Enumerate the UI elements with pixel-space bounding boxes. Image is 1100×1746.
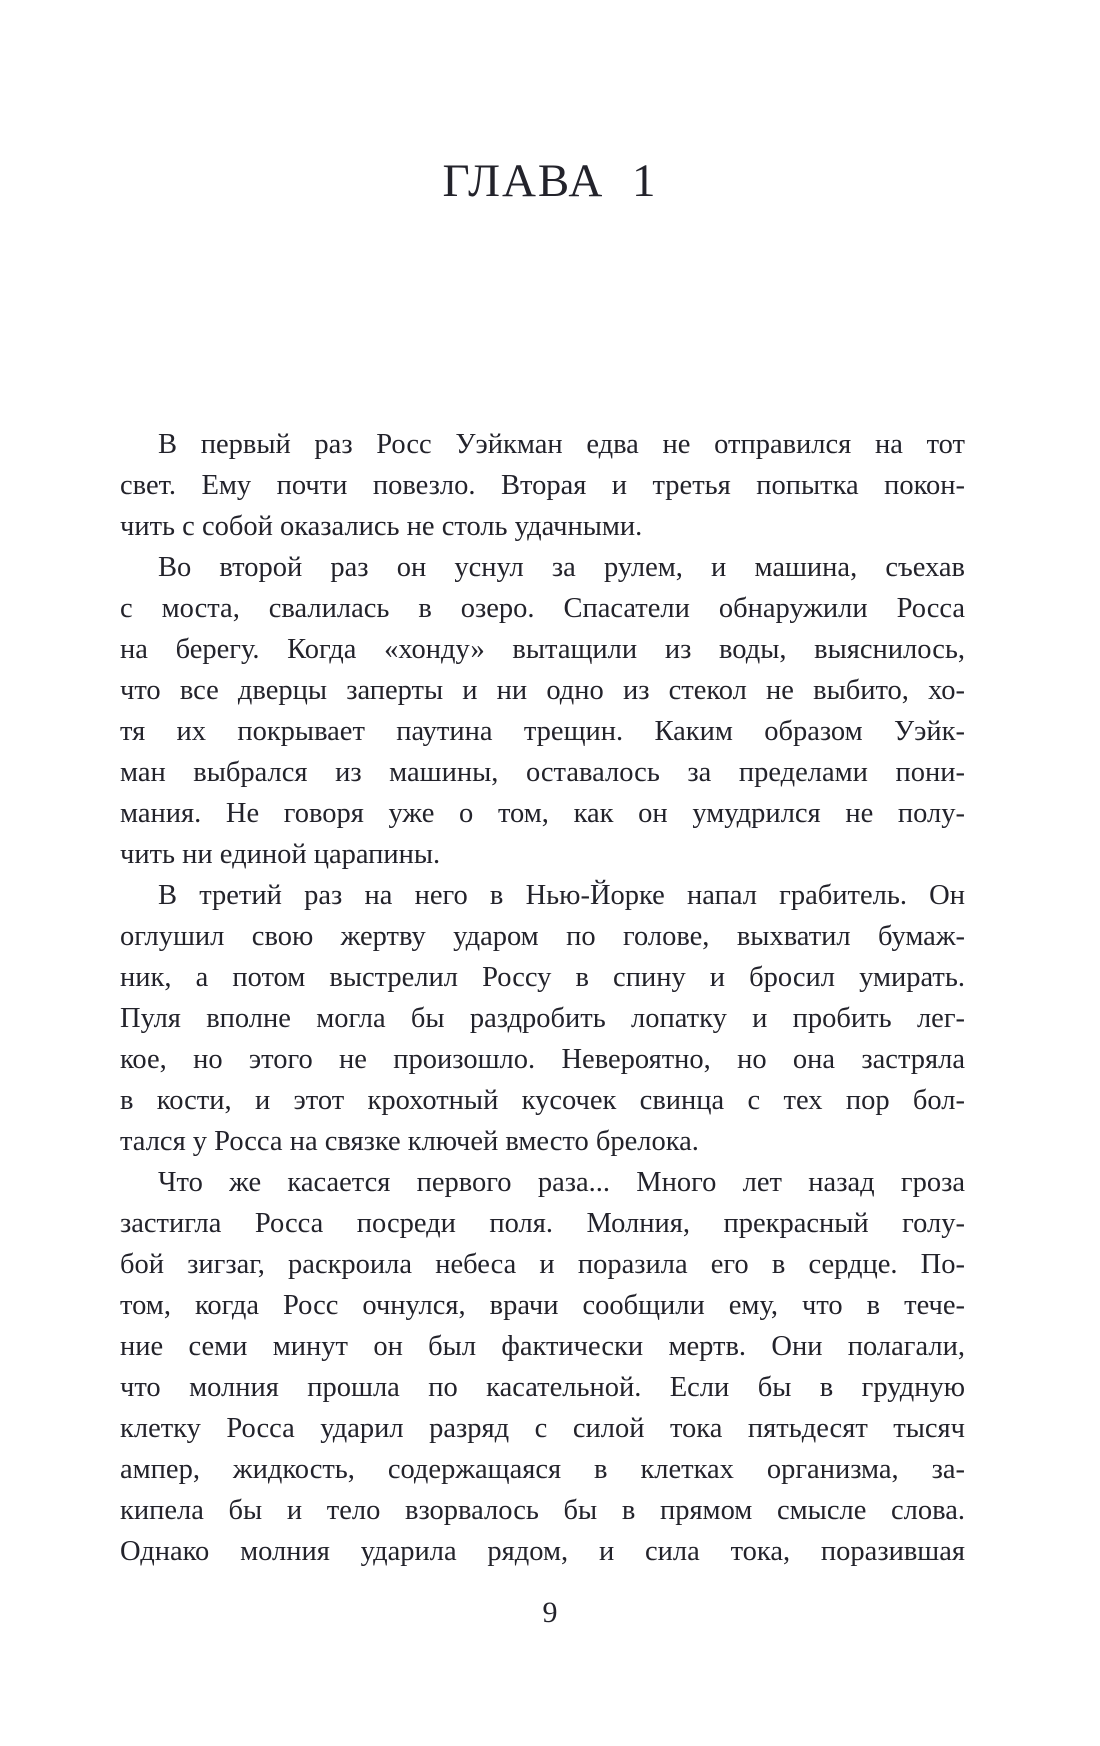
text-line: свет. Ему почти повезло. Вторая и третья попытка покон-: [120, 470, 965, 501]
chapter-title: ГЛАВА 1: [442, 155, 658, 207]
text-line: тался у Росса на связке ключей вместо брелока.: [120, 1126, 699, 1157]
text-line: кипела бы и тело взорвалось бы в прямом смысле слова.: [120, 1495, 965, 1526]
text-line: чить ни единой царапины.: [120, 839, 441, 870]
text-line: клетку Росса ударил разряд с силой тока пятьдесят тысяч: [120, 1413, 965, 1444]
text-line: застигла Росса посреди поля. Молния, прекрасный голу-: [120, 1208, 965, 1239]
text-line: В первый раз Росс Уэйкман едва не отправился на тот: [158, 429, 965, 460]
text-line: ман выбрался из машины, оставалось за пределами пони-: [120, 757, 965, 788]
text-line: Что же касается первого раза... Много лет назад гроза: [158, 1167, 965, 1198]
text-line: на берегу. Когда «хонду» вытащили из воды, выяснилось,: [120, 634, 965, 665]
text-line: бой зигзаг, раскроила небеса и поразила его в сердце. По-: [120, 1249, 965, 1280]
text-line: ние семи минут он был фактически мертв. Они полагали,: [120, 1331, 965, 1362]
page-number: 9: [542, 1596, 558, 1629]
text-block: [120, 424, 965, 1572]
text-line: ник, а потом выстрелил Россу в спину и бросил умирать.: [120, 962, 965, 993]
text-line: В третий раз на него в Нью-Йорке напал грабитель. Он: [158, 880, 965, 911]
text-line: оглушил свою жертву ударом по голове, выхватил бумаж-: [120, 921, 965, 952]
text-line: Однако молния ударила рядом, и сила тока, поразившая: [120, 1536, 965, 1567]
text-line: кое, но этого не произошло. Невероятно, но она застряла: [120, 1044, 965, 1075]
text-line: что молния прошла по касательной. Если бы в грудную: [120, 1372, 965, 1403]
text-line: чить с собой оказались не столь удачными.: [120, 511, 643, 542]
text-line: том, когда Росс очнулся, врачи сообщили ему, что в тече-: [120, 1290, 965, 1321]
text-line: что все дверцы заперты и ни одно из стекол не выбито, хо-: [120, 675, 965, 706]
text-line: с моста, свалилась в озеро. Спасатели обнаружили Росса: [120, 593, 965, 624]
text-line: ампер, жидкость, содержащаяся в клетках организма, за-: [120, 1454, 965, 1485]
text-line: тя их покрывает паутина трещин. Каким образом Уэйк-: [120, 716, 965, 747]
text-line: Пуля вполне могла бы раздробить лопатку и пробить лег-: [120, 1003, 965, 1034]
text-line: мания. Не говоря уже о том, как он умудрился не полу-: [120, 798, 965, 829]
text-line: Во второй раз он уснул за рулем, и машина, съехав: [158, 552, 965, 583]
text-line: в кости, и этот крохотный кусочек свинца с тех пор бол-: [120, 1085, 965, 1116]
